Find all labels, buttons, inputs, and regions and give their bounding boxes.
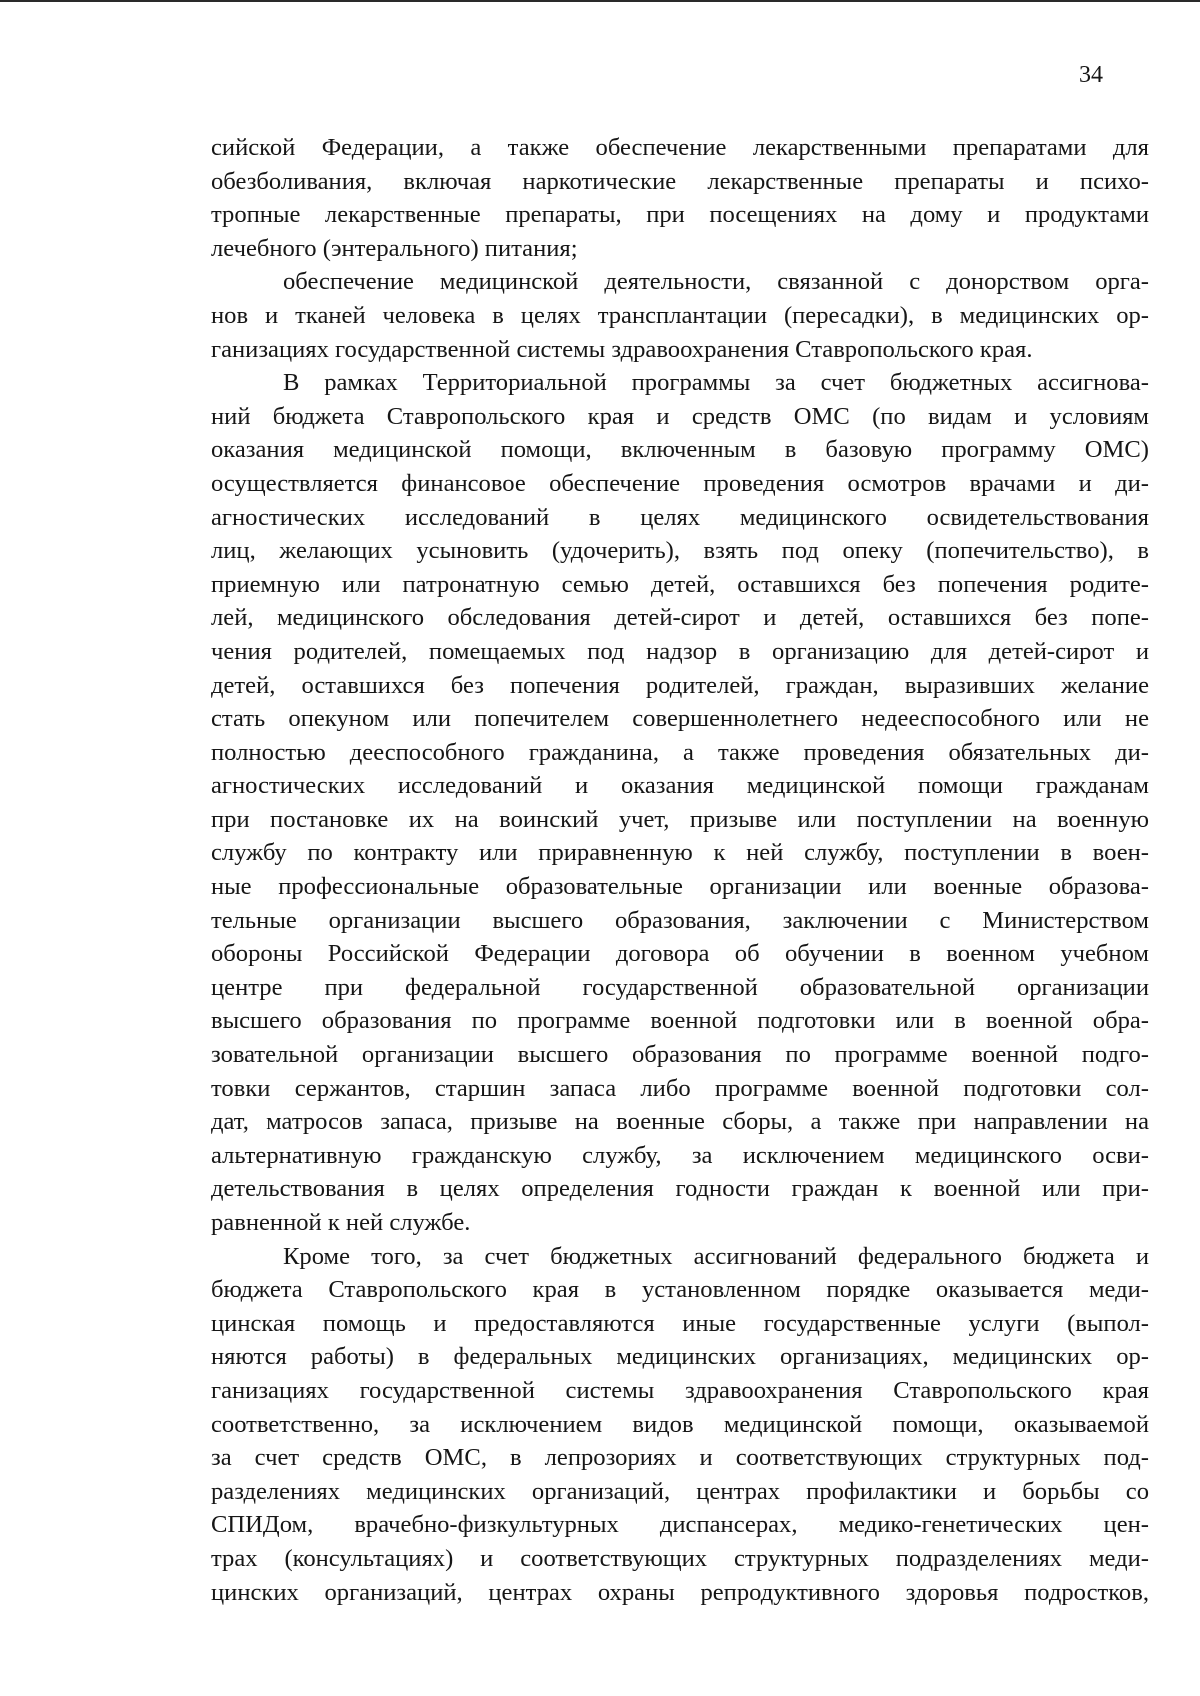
text-line: ганизациях государственной системы здравоохранения Ставропольского края. [211,335,1033,363]
text-line: товки сержантов, старшин запаса либо программе военной подготовки сол- [211,1074,1149,1102]
page-number: 34 [1079,62,1103,88]
text-line: бюджета Ставропольского края в установленном порядке оказывается меди- [211,1276,1149,1304]
text-line: оказания медицинской помощи, включенным в базовую программу ОМС) [211,436,1149,464]
text-line: цинских организаций, центрах охраны репродуктивного здоровья подростков, [211,1578,1149,1606]
text-line: лей, медицинского обследования детей-сирот и детей, оставшихся без попе- [211,604,1149,632]
text-line: В рамках Территориальной программы за счет бюджетных ассигнова- [283,369,1149,397]
text-line: зовательной организации высшего образования по программе военной подго- [211,1041,1149,1069]
document-body [211,131,1149,1609]
text-line: цинская помощь и предоставляются иные государственные услуги (выпол- [211,1309,1149,1337]
text-line: чения родителей, помещаемых под надзор в организацию для детей-сирот и [211,637,1149,665]
text-line: детельствования в целях определения годности граждан к военной или при- [211,1175,1149,1203]
text-line: ганизациях государственной системы здравоохранения Ставропольского края [211,1376,1149,1404]
text-line: лиц, желающих усыновить (удочерить), взять под опеку (попечительство), в [211,537,1149,565]
text-line: ний бюджета Ставропольского края и средств ОМС (по видам и условиям [211,402,1149,430]
text-line: агностических исследований в целях медицинского освидетельствования [211,503,1149,531]
text-line: стать опекуном или попечителем совершеннолетнего недееспособного или не [211,705,1149,733]
text-line: нов и тканей человека в целях трансплантации (пересадки), в медицинских ор- [211,301,1149,329]
text-line: при постановке их на воинский учет, призыве или поступлении на военную [211,805,1149,833]
text-line: трах (консультациях) и соответствующих структурных подразделениях меди- [211,1544,1149,1572]
text-line: за счет средств ОМС, в лепрозориях и соответствующих структурных под- [211,1444,1149,1472]
text-line: няются работы) в федеральных медицинских организациях, медицинских ор- [211,1343,1149,1371]
text-line: сийской Федерации, а также обеспечение лекарственными препаратами для [211,134,1149,161]
text-line: обеспечение медицинской деятельности, связанной с донорством орга- [283,268,1149,296]
text-line: приемную или патронатную семью детей, оставшихся без попечения родите- [211,570,1149,598]
text-line: обезболивания, включая наркотические лекарственные препараты и психо- [211,167,1149,195]
text-line: СПИДом, врачебно-физкультурных диспансерах, медико-генетических цен- [211,1511,1149,1539]
text-line: Кроме того, за счет бюджетных ассигнований федерального бюджета и [283,1242,1149,1270]
text-line: лечебного (энтерального) питания; [211,234,578,262]
text-line: дат, матросов запаса, призыве на военные сборы, а также при направлении на [211,1108,1149,1136]
text-line: осуществляется финансовое обеспечение проведения осмотров врачами и ди- [211,469,1149,497]
text-line: агностических исследований и оказания медицинской помощи гражданам [211,772,1149,800]
text-line: альтернативную гражданскую службу, за исключением медицинского осви- [211,1141,1149,1169]
text-line: детей, оставшихся без попечения родителей, граждан, выразивших желание [211,671,1149,699]
text-line: тропные лекарственные препараты, при посещениях на дому и продуктами [211,201,1149,229]
text-line: обороны Российской Федерации договора об обучении в военном учебном [211,940,1149,968]
text-line: центре при федеральной государственной образовательной организации [211,973,1149,1001]
text-line: равненной к ней службе. [211,1209,471,1236]
text-line: полностью дееспособного гражданина, а также проведения обязательных ди- [211,738,1149,766]
text-line: высшего образования по программе военной подготовки или в военной обра- [211,1007,1149,1035]
scan-edge-line [0,0,1200,2]
text-line: службу по контракту или приравненную к ней службу, поступлении в воен- [211,839,1149,867]
text-line: ные профессиональные образовательные организации или военные образова- [211,873,1149,901]
text-line: разделениях медицинских организаций, центрах профилактики и борьбы со [211,1477,1149,1505]
text-line: соответственно, за исключением видов медицинской помощи, оказываемой [211,1410,1149,1438]
text-line: тельные организации высшего образования, заключении с Министерством [211,906,1149,934]
